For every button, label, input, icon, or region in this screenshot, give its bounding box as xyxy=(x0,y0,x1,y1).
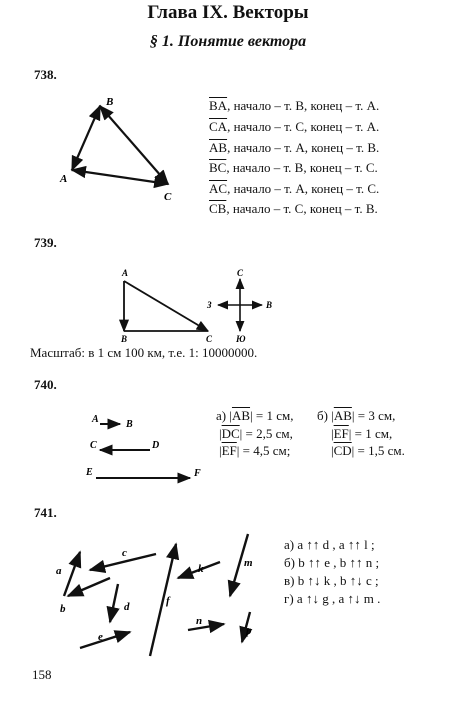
vector-a xyxy=(64,552,80,596)
compass-south: Ю xyxy=(236,334,246,344)
relation-b: б) b ↑↑ e , b ↑↑ n ; xyxy=(284,555,380,570)
problem-740-number: 740. xyxy=(34,377,57,392)
vector-line-4: $\overline{BC}$, начало – т. B, конец – т. C. xyxy=(209,160,378,175)
section-title: § 1. Понятие вектора xyxy=(149,33,307,50)
point-c-label: C xyxy=(206,334,213,344)
label-a: a xyxy=(56,565,62,577)
vector-f xyxy=(150,544,176,656)
lengths-b-row-1: б) $|\overline{AB}| = 3$ см, xyxy=(317,408,396,423)
vector-e xyxy=(80,632,130,648)
segment-ab xyxy=(72,106,100,170)
label-f: f xyxy=(166,595,170,607)
compass-north: С xyxy=(237,268,244,278)
vector-line-2: $\overline{CA}$, начало – т. C, конец – т. A. xyxy=(209,119,380,134)
point-c-label: C xyxy=(164,191,172,203)
lengths-a-row-3: $|\overline{EF}| = 4,5$ см; xyxy=(219,443,291,458)
relation-a: а) a ↑↑ d , a ↑↑ l ; xyxy=(284,537,375,552)
vector-line-6: $\overline{CB}$, начало – т. C, конец – т. B. xyxy=(209,201,378,216)
vectors-741-figure xyxy=(52,530,272,660)
vector-d xyxy=(110,584,118,622)
label-b: B xyxy=(126,419,133,430)
relation-d: г) a ↑↓ g , a ↑↓ m . xyxy=(284,591,381,606)
label-d: d xyxy=(124,601,130,613)
vector-b xyxy=(68,578,110,596)
compass-east: В xyxy=(266,300,273,310)
lengths-b-row-3: $|\overline{CD}| = 1,5$ см. xyxy=(331,443,405,458)
compass-west: З xyxy=(207,300,212,310)
relation-c: в) b ↑↓ k , b ↑↓ c ; xyxy=(284,573,379,588)
vectors-740-figure xyxy=(80,410,210,490)
point-a-label: A xyxy=(60,173,68,185)
vector-line-3: $\overline{AB}$, начало – т. A, конец – т. B. xyxy=(209,140,380,155)
label-c: c xyxy=(122,547,127,559)
label-d: D xyxy=(152,440,160,451)
scale-text: Масштаб: в 1 см 100 км, т.е. 1: 10000000. xyxy=(30,345,258,360)
problem-741-number: 741. xyxy=(34,505,57,520)
label-p: p xyxy=(246,625,252,637)
label-e: E xyxy=(86,467,93,478)
point-b-label: B xyxy=(106,96,114,108)
segment-bc xyxy=(100,106,168,184)
lengths-a-row-1: а) $|\overline{AB}| = 1$ см, xyxy=(216,408,294,423)
vector-line-5: $\overline{AC}$, начало – т. A, конец – т. C. xyxy=(209,181,380,196)
problem-739-number: 739. xyxy=(34,235,57,250)
point-a-label: A xyxy=(122,268,129,278)
vector-n xyxy=(188,624,224,630)
segment-ac xyxy=(124,281,208,331)
vector-line-1: $\overline{BA}$, начало – т. B, конец – т. A. xyxy=(209,98,380,113)
triangle-739-figure xyxy=(110,265,290,345)
page-number: 158 xyxy=(32,667,52,682)
label-k: k xyxy=(198,563,204,575)
label-c: C xyxy=(90,440,97,451)
label-n: n xyxy=(196,615,203,627)
label-a: A xyxy=(92,414,99,425)
problem-738-number: 738. xyxy=(34,67,57,82)
chapter-title: Глава IX. Векторы xyxy=(147,2,309,23)
label-e: e xyxy=(98,631,103,643)
label-b: b xyxy=(60,603,66,615)
point-b-label: B xyxy=(121,334,128,344)
compass-rose xyxy=(206,268,272,344)
triangle-738-figure xyxy=(52,88,202,208)
lengths-b-row-2: $|\overline{EF}| = 1$ см, xyxy=(331,426,393,441)
segment-ac xyxy=(72,170,168,184)
label-f: F xyxy=(194,468,201,479)
label-m: m xyxy=(244,557,253,569)
lengths-a-row-2: $|\overline{DC}| = 2,5$ см, xyxy=(219,426,293,441)
